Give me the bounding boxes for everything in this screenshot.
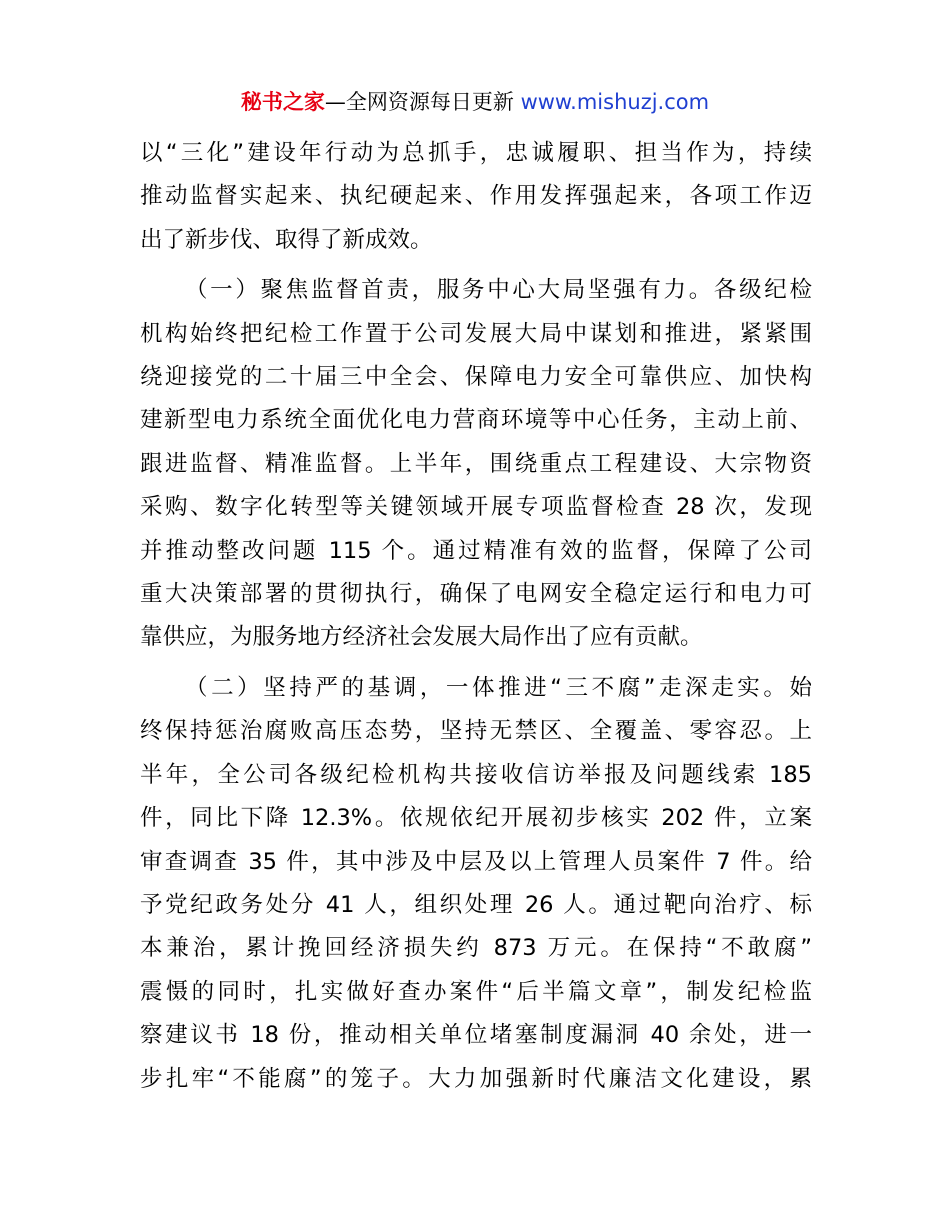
text-line: 出了新步伐、取得了新成效。 [140,226,433,253]
text-line: 件，同比下降 12.3%。依规依纪开展初步核实 202 件，立案 [140,805,812,832]
brand-name: 秘书之家 [240,90,325,114]
paragraph-section-1 [140,269,812,660]
document-body [140,132,812,1101]
paragraph-section-2 [140,667,812,1101]
text-line: 以“三化”建设年行动为总抓手，忠诚履职、担当作为，持续 [140,140,812,166]
text-line: 推动监督实起来、执纪硬起来、作用发挥强起来，各项工作迈 [140,183,812,210]
text-line: 半年，全公司各级纪检机构共接收信访举报及问题线索 185 [140,761,812,788]
header-tagline: —全网资源每日更新 [324,90,521,114]
text-line: 机构始终把纪检工作置于公司发展大局中谋划和推进，紧紧围 [140,320,812,347]
text-line: 跟进监督、精准监督。上半年，围绕重点工程建设、大宗物资 [140,450,812,477]
text-line: 步扎牢“不能腐”的笼子。大力加强新时代廉洁文化建设，累 [140,1065,812,1092]
text-line: 震慑的同时，扎实做好查办案件“后半篇文章”，制发纪检监 [140,978,812,1005]
text-line: 建新型电力系统全面优化电力营商环境等中心任务，主动上前、 [140,407,812,434]
text-line: 终保持惩治腐败高压态势，坚持无禁区、全覆盖、零容忍。上 [140,718,812,745]
text-line: 靠供应，为服务地方经济社会发展大局作出了应有贡献。 [140,624,703,651]
text-line: 审查调查 35 件，其中涉及中层及以上管理人员案件 7 件。给 [140,848,812,875]
text-line: 绕迎接党的二十届三中全会、保障电力安全可靠供应、加快构 [140,364,812,391]
page-header [0,88,950,116]
site-link[interactable]: www.mishuzj.com [520,90,710,114]
paragraph-intro [140,132,812,262]
text-line: 本兼治，累计挽回经济损失约 873 万元。在保持“不敢腐” [140,935,812,962]
text-line: （一）聚焦监督首责，服务中心大局坚强有力。各级纪检 [185,277,812,304]
text-line: 予党纪政务处分 41 人，组织处理 26 人。通过靶向治疗、标 [140,891,812,918]
text-line: 采购、数字化转型等关键领域开展专项监督检查 28 次，发现 [140,494,812,521]
text-line: 重大决策部署的贯彻执行，确保了电网安全稳定运行和电力可 [140,581,812,608]
text-line: 并推动整改问题 115 个。通过精准有效的监督，保障了公司 [140,537,812,564]
text-line: （二）坚持严的基调，一体推进“三不腐”走深走实。始 [185,674,812,701]
text-line: 察建议书 18 份，推动相关单位堵塞制度漏洞 40 余处，进一 [140,1022,812,1049]
